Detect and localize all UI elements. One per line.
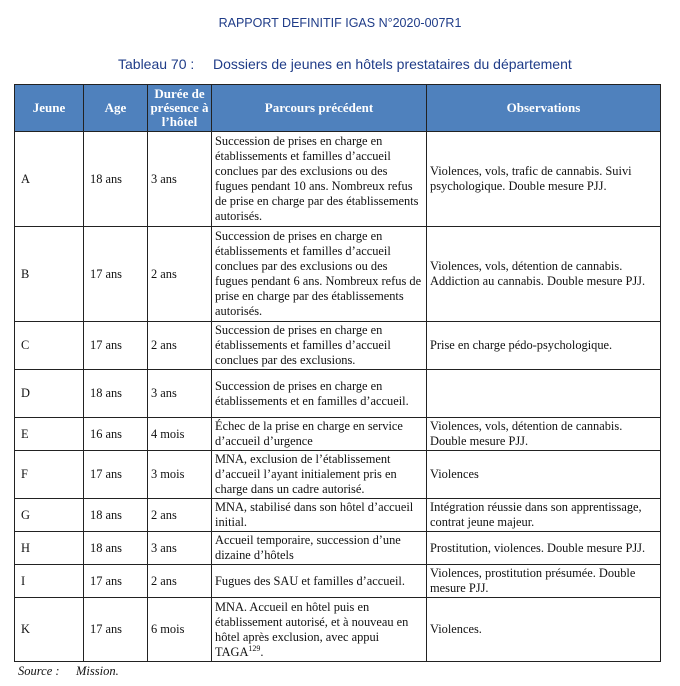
table-row (15, 322, 661, 370)
caption-title: Dossiers de jeunes en hôtels prestataires du département (213, 56, 572, 72)
report-header: RAPPORT DEFINITIF IGAS N°2020-007R1 (218, 16, 462, 30)
cell-duree: 2 ans (148, 227, 212, 322)
col-header-observations: Observations (427, 85, 661, 132)
cell-duree: 3 ans (148, 370, 212, 418)
cell-jeune: G (15, 499, 84, 532)
cell-duree: 3 ans (148, 132, 212, 227)
cell-observations: Intégration réussie dans son apprentissage, contrat jeune majeur. (427, 499, 661, 532)
cell-parcours: Échec de la prise en charge en service d’accueil d’urgence (212, 418, 427, 451)
cell-jeune: D (15, 370, 84, 418)
col-header-duree: Durée de présence à l’hôtel (148, 85, 212, 132)
cell-jeune: K (15, 598, 84, 662)
cell-observations (427, 370, 661, 418)
source-value: Mission. (76, 664, 119, 678)
table-row (15, 370, 661, 418)
table-caption (118, 56, 572, 72)
cell-jeune: H (15, 532, 84, 565)
cell-duree: 2 ans (148, 499, 212, 532)
parcours-text: MNA. Accueil en hôtel puis en établissement autorisé, et à nouveau en hôtel après exclusion, avec appui TAGA (215, 599, 409, 659)
cell-parcours: MNA, stabilisé dans son hôtel d’accueil initial. (212, 499, 427, 532)
cell-age: 17 ans (84, 598, 148, 662)
cell-jeune: C (15, 322, 84, 370)
cell-parcours: Accueil temporaire, succession d’une dizaine d’hôtels (212, 532, 427, 565)
footnote-ref: 129 (248, 643, 261, 653)
cell-observations: Violences, prostitution présumée. Double mesure PJJ. (427, 565, 661, 598)
cell-observations: Prise en charge pédo-psychologique. (427, 322, 661, 370)
cell-duree: 6 mois (148, 598, 212, 662)
cell-age: 17 ans (84, 565, 148, 598)
table-row (15, 532, 661, 565)
cell-jeune: F (15, 451, 84, 499)
cell-parcours: Fugues des SAU et familles d’accueil. (212, 565, 427, 598)
cell-parcours: Succession de prises en charge en établissements et familles d’accueil conclues par des exclusions ou des fugues pendant 10 ans. Nombreux refus de prise en charge par des établissements autorisés. (212, 132, 427, 227)
table-row (15, 418, 661, 451)
cell-jeune: I (15, 565, 84, 598)
cell-parcours: MNA, exclusion de l’établissement d’accueil l’ayant initialement pris en charge dans un cadre autorisé. (212, 451, 427, 499)
table-row (15, 565, 661, 598)
cell-parcours: Succession de prises en charge en établissements et en familles d’accueil. (212, 370, 427, 418)
cell-observations: Violences (427, 451, 661, 499)
cell-duree: 2 ans (148, 322, 212, 370)
cell-duree: 3 ans (148, 532, 212, 565)
source-label: Source : (18, 664, 60, 678)
table-header-row (15, 85, 661, 132)
cell-duree: 4 mois (148, 418, 212, 451)
cell-age: 18 ans (84, 370, 148, 418)
cell-parcours (212, 598, 427, 662)
cell-parcours: Succession de prises en charge en établissements et familles d’accueil conclues par des exclusions ou des fugues pendant 6 ans. Nombreux refus de prise en charge par des établissements autorisés. (212, 227, 427, 322)
cell-age: 18 ans (84, 532, 148, 565)
col-header-parcours: Parcours précédent (212, 85, 427, 132)
cell-age: 17 ans (84, 227, 148, 322)
cell-age: 17 ans (84, 322, 148, 370)
cell-jeune: A (15, 132, 84, 227)
cell-observations: Violences. (427, 598, 661, 662)
table-row (15, 132, 661, 227)
cell-jeune: B (15, 227, 84, 322)
cell-parcours: Succession de prises en charge en établissements et familles d’accueil conclues par des exclusions. (212, 322, 427, 370)
cell-age: 17 ans (84, 451, 148, 499)
cell-observations: Violences, vols, détention de cannabis. Double mesure PJJ. (427, 418, 661, 451)
table-row (15, 451, 661, 499)
cell-duree: 3 mois (148, 451, 212, 499)
cell-age: 18 ans (84, 132, 148, 227)
col-header-jeune: Jeune (15, 85, 84, 132)
table-row (15, 598, 661, 662)
dossiers-table (14, 84, 661, 662)
table-row (15, 499, 661, 532)
table-row (15, 227, 661, 322)
caption-label: Tableau 70 : (118, 56, 195, 72)
table-source (18, 664, 119, 679)
cell-age: 16 ans (84, 418, 148, 451)
cell-age: 18 ans (84, 499, 148, 532)
cell-duree: 2 ans (148, 565, 212, 598)
cell-observations: Violences, vols, trafic de cannabis. Suivi psychologique. Double mesure PJJ. (427, 132, 661, 227)
cell-observations: Violences, vols, détention de cannabis. Addiction au cannabis. Double mesure PJJ. (427, 227, 661, 322)
cell-jeune: E (15, 418, 84, 451)
cell-observations: Prostitution, violences. Double mesure PJJ. (427, 532, 661, 565)
col-header-age: Age (84, 85, 148, 132)
parcours-end: . (260, 644, 264, 659)
